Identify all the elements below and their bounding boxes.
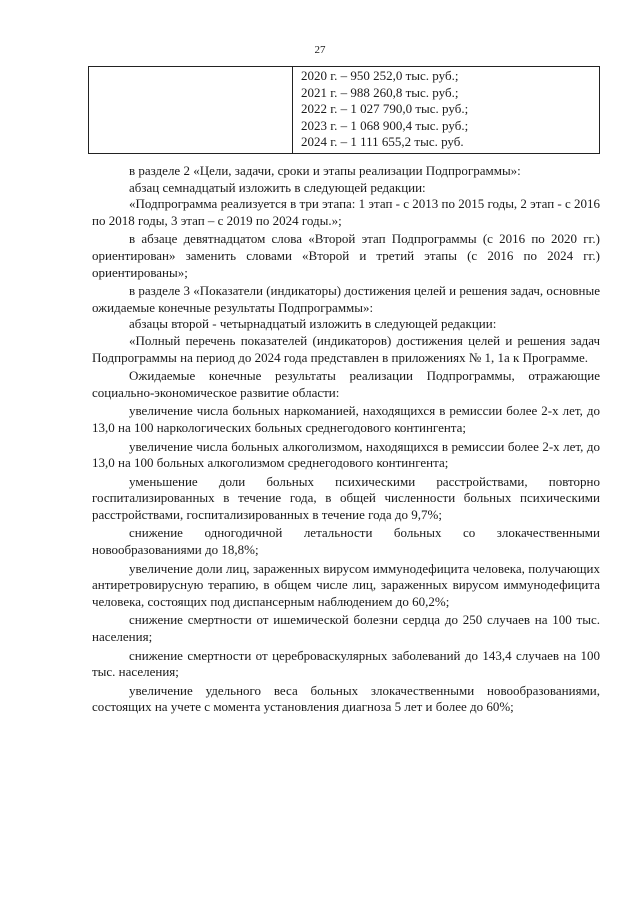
budget-table [88,66,600,154]
paragraph-abzac-19: в абзаце девятнадцатом слова «Второй этап Подпрограммы (с 2016 по 2020 гг.) ориентирован» заменить словами «Второй и третий этапы (с 2016 по 2024 гг.) ориентированы»; [92,231,600,280]
list-item: снижение одногодичной летальности больных со злокачественными новообразованиями до 18,8%; [92,525,600,558]
table-row [89,67,600,154]
budget-line-2020: 2020 г. – 950 252,0 тыс. руб.; [301,68,459,83]
paragraph-full-list: «Полный перечень показателей (индикаторов) достижения целей и решения задач Подпрограммы на период до 2024 года представлен в приложениях № 1, 1а к Программе. [92,332,600,365]
paragraph-section-2: в разделе 2 «Цели, задачи, сроки и этапы реализации Подпрограммы»: [129,163,521,178]
budget-line-2024: 2024 г. – 1 111 655,2 тыс. руб. [301,134,464,150]
budget-line-2022: 2022 г. – 1 027 790,0 тыс. руб.; [301,101,469,117]
paragraph-expected-results: Ожидаемые конечные результаты реализации Подпрограммы, отражающие социально-экономическое развитие области: [92,368,600,400]
list-item: снижение смертности от ишемической болезни сердца до 250 случаев на 100 тыс. населения; [92,612,600,645]
paragraph-abzac-17: абзац семнадцатый изложить в следующей редакции: [129,179,426,195]
list-item: увеличение удельного веса больных злокачественными новообразованиями, состоящих на учете с момента установления диагноза 5 лет и более до 60%; [92,682,600,715]
paragraph-abzacy-2-14: абзацы второй - четырнадцатый изложить в следующей редакции: [129,316,497,332]
page-number: 27 [314,44,326,56]
paragraph-section-3: в разделе 3 «Показатели (индикаторы) достижения целей и решения задач, основные ожидаемые конечные результаты Подпрограммы»: [92,283,601,315]
budget-values-cell [293,67,600,154]
list-item: увеличение доли лиц, зараженных вирусом иммунодефицита человека, получающих антиретровирусную терапию, в общем числе лиц, зараженных вирусом иммунодефицита человека, состоящих под диспансерным наблюдением до 60,2%; [92,560,600,609]
empty-cell [89,67,293,154]
list-item: увеличение числа больных алкоголизмом, находящихся в ремиссии более 2-х лет, до 13,0 на 100 больных алкоголизмом среднегодового контингента; [92,438,600,471]
budget-line-2021: 2021 г. – 988 260,8 тыс. руб.; [301,84,459,100]
budget-line-2023: 2023 г. – 1 068 900,4 тыс. руб.; [301,117,469,133]
list-item: увеличение числа больных наркоманией, находящихся в ремиссии более 2-х лет, до 13,0 на 100 наркологических больных среднегодового контингента; [92,403,600,435]
paragraph-stages-quote: «Подпрограмма реализуется в три этапа: 1 этап - с 2013 по 2015 годы, 2 этап - с 2016 по 2018 годы, 3 этап – с 2019 по 2024 годы.»; [92,196,601,228]
list-item: уменьшение доли больных психическими расстройствами, повторно госпитализированных в течение года, в общей численности больных психическими расстройствами, госпитализированных в течение года до 9,7%; [92,473,600,522]
document-body [92,163,600,716]
list-item: снижение смертности от цереброваскулярных заболеваний до 143,4 случаев на 100 тыс. населения; [92,647,600,680]
